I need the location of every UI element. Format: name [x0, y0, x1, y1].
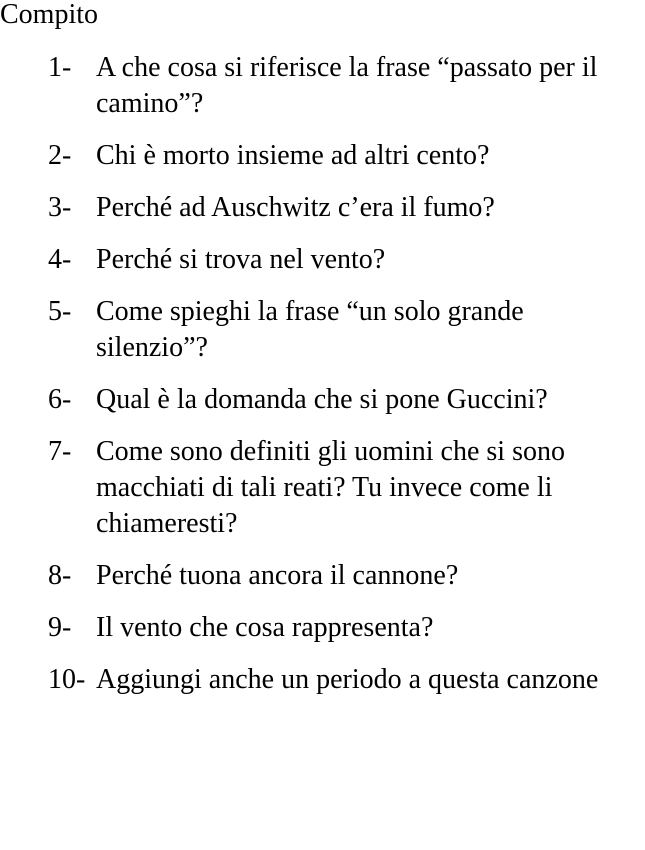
question-item: [48, 190, 638, 226]
question-number: 1-: [48, 52, 72, 83]
question-item: [48, 294, 638, 366]
question-number: 6-: [48, 384, 72, 415]
question-number: 4-: [48, 244, 72, 275]
question-text: Chi è morto insieme ad altri cento?: [96, 140, 490, 171]
question-number: 9-: [48, 612, 72, 643]
question-number: 10-: [48, 664, 86, 695]
document-title: Compito: [0, 0, 99, 30]
question-number: 2-: [48, 140, 72, 171]
question-item: [48, 558, 638, 594]
question-text: A che cosa si riferisce la frase “passato per il camino”?: [96, 52, 598, 119]
question-text: Come spieghi la frase “un solo grande silenzio”?: [96, 296, 524, 363]
question-number: 5-: [48, 296, 72, 327]
question-text: Perché si trova nel vento?: [96, 244, 386, 275]
question-item: [48, 382, 638, 418]
question-item: [48, 610, 638, 646]
question-item: [48, 662, 638, 698]
question-item: [48, 242, 638, 278]
question-number: 8-: [48, 560, 72, 591]
question-text: Perché ad Auschwitz c’era il fumo?: [96, 192, 495, 223]
question-text: Qual è la domanda che si pone Guccini?: [96, 384, 548, 415]
question-item: [48, 434, 638, 542]
question-number: 3-: [48, 192, 72, 223]
question-text: Perché tuona ancora il cannone?: [96, 560, 459, 591]
question-text: Il vento che cosa rappresenta?: [96, 612, 434, 643]
question-list: [48, 50, 638, 714]
question-text: Aggiungi anche un periodo a questa canzone: [96, 664, 599, 695]
question-item: [48, 50, 638, 122]
question-text: Come sono definiti gli uomini che si sono macchiati di tali reati? Tu invece come li chiameresti?: [96, 436, 565, 539]
question-item: [48, 138, 638, 174]
question-number: 7-: [48, 436, 72, 467]
